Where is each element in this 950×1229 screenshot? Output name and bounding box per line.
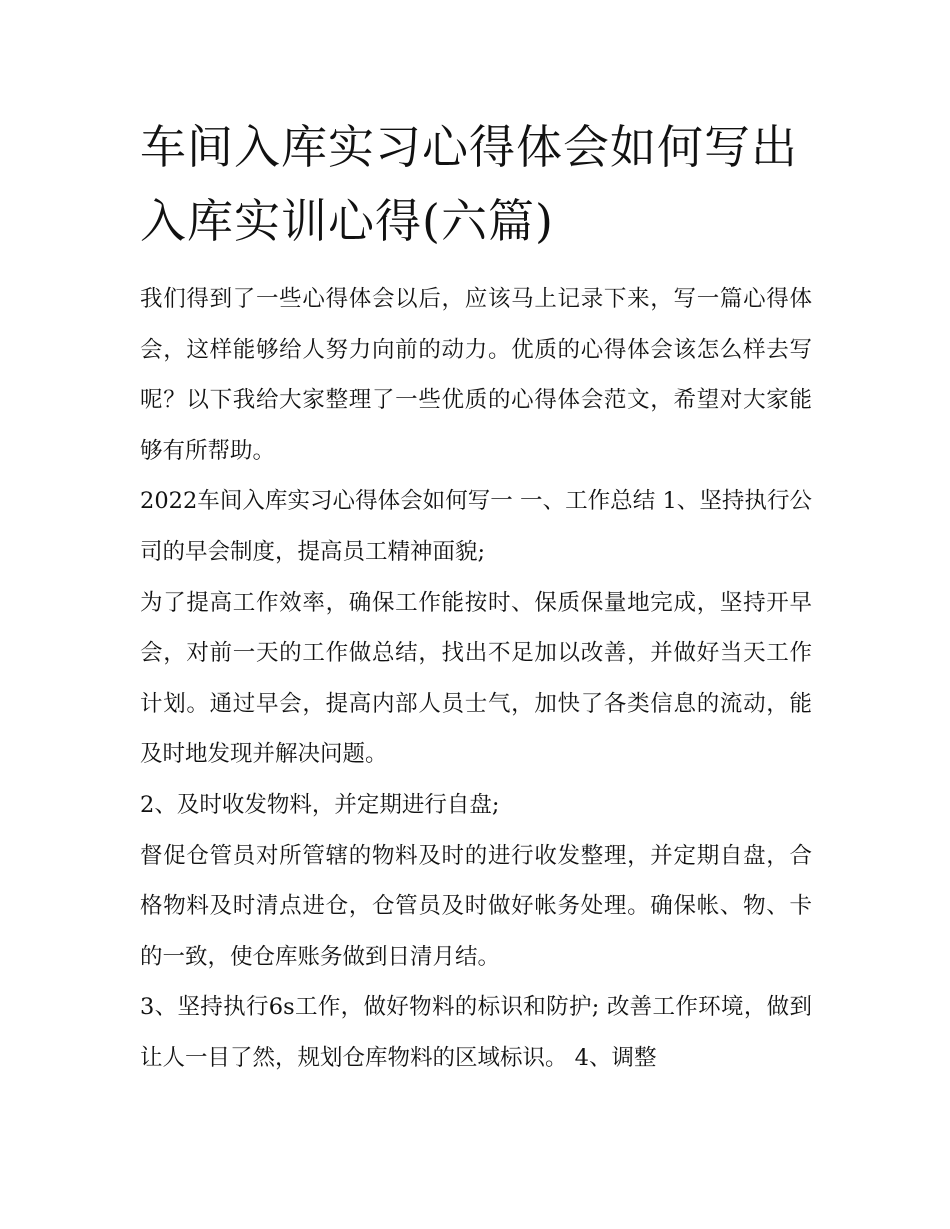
paragraph-section-1: 2022车间入库实习心得体会如何写一 一、工作总结 1、坚持执行公司的早会制度，提高员工精神面貌;	[140, 488, 812, 565]
document-title: 车间入库实习心得体会如何写出入库实训心得(六篇)	[140, 120, 798, 248]
document-page	[140, 110, 812, 1084]
paragraph-item-2: 2、及时收发物料，并定期进行自盘;	[140, 791, 500, 818]
paragraph-morning-meeting: 为了提高工作效率，确保工作能按时、保质保量地完成，坚持开早会，对前一天的工作做总结，找出不足加以改善，并做好当天工作计划。通过早会，提高内部人员士气，加快了各类信息的流动，能及时地发现并解决问题。	[140, 589, 812, 768]
paragraph-inventory: 督促仓管员对所管辖的物料及时的进行收发整理，并定期自盘，合格物料及时清点进仓，仓管员及时做好帐务处理。确保帐、物、卡的一致，使仓库账务做到日清月结。	[140, 842, 812, 970]
paragraph-intro: 我们得到了一些心得体会以后，应该马上记录下来，写一篇心得体会，这样能够给人努力向前的动力。优质的心得体会该怎么样去写呢？以下我给大家整理了一些优质的心得体会范文，希望对大家能够有所帮助。	[140, 286, 812, 464]
paragraph-item-3: 3、坚持执行6s工作，做好物料的标识和防护; 改善工作环境，做到让人一目了然，规划仓库物料的区域标识。 4、调整	[140, 994, 812, 1071]
